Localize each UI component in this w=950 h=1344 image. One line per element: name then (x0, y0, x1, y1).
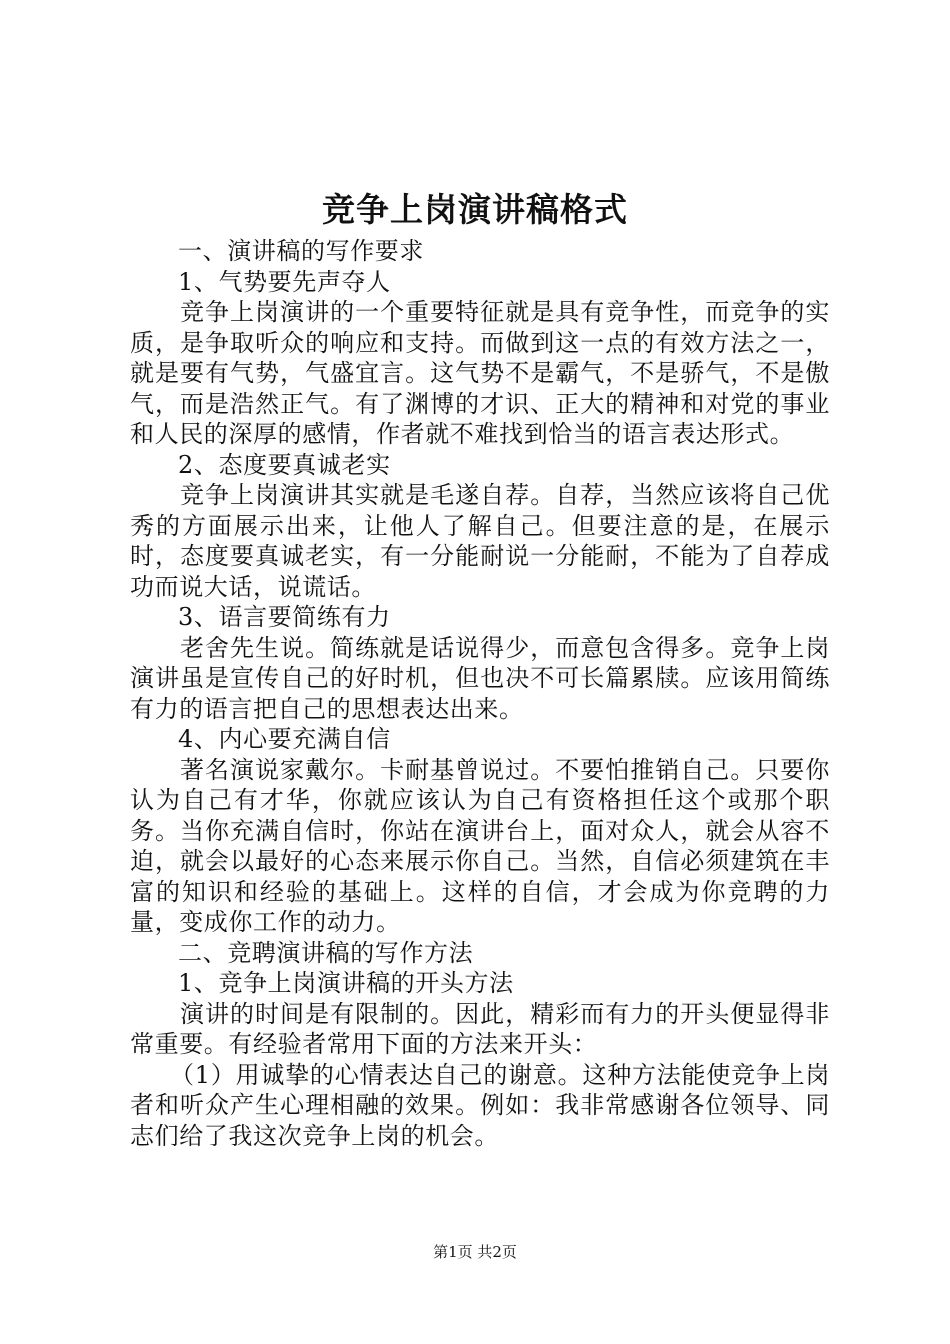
subsection-heading: 2、态度要真诚老实 (178, 450, 391, 479)
body-paragraph: （1）用诚挚的心情表达自己的谢意。这种方法能使竞争上岗者和听众产生心理相融的效果。例如：我非常感谢各位领导、同志们给了我这次竞争上岗的机会。 (130, 1060, 830, 1150)
body-paragraph: 竞争上岗演讲其实就是毛遂自荐。自荐，当然应该将自己优秀的方面展示出来，让他人了解自己。但要注意的是，在展示时，态度要真诚老实，有一分能耐说一分能耐，不能为了自荐成功而说大话，说谎话。 (130, 481, 830, 601)
body-paragraph: 老舍先生说。简练就是话说得少，而意包含得多。竞争上岗演讲虽是宣传自己的好时机，但也决不可长篇累牍。应该用简练有力的语言把自己的思想表达出来。 (130, 633, 830, 723)
section-heading: 二、竞聘演讲稿的写作方法 (178, 938, 474, 967)
subsection-heading: 4、内心要充满自信 (178, 725, 391, 753)
body-paragraph: 著名演说家戴尔。卡耐基曾说过。不要怕推销自己。只要你认为自己有才华，你就应该认为自己有资格担任这个或那个职务。当你充满自信时，你站在演讲台上，面对众人，就会从容不迫，就会以最好的心态来展示你自己。当然，自信必须建筑在丰富的知识和经验的基础上。这样的自信，才会成为你竞聘的力量，变成你工作的动力。 (130, 755, 830, 936)
subsection-heading: 1、气势要先声夺人 (178, 267, 391, 296)
document-body (130, 236, 830, 1151)
page-footer: 第1页 共2页 (433, 1243, 517, 1261)
body-paragraph: 演讲的时间是有限制的。因此，精彩而有力的开头便显得非常重要。有经验者常用下面的方法来开头： (130, 999, 830, 1058)
document-title: 竞争上岗演讲稿格式 (322, 190, 628, 229)
subsection-heading: 1、竞争上岗演讲稿的开头方法 (178, 969, 514, 997)
section-heading: 一、演讲稿的写作要求 (178, 237, 424, 265)
body-paragraph: 竞争上岗演讲的一个重要特征就是具有竞争性，而竞争的实质，是争取听众的响应和支持。而做到这一点的有效方法之一，就是要有气势，气盛宜言。这气势不是霸气，不是骄气，不是傲气，而是浩然正气。有了渊博的才识、正大的精神和对党的事业和人民的深厚的感情，作者就不难找到恰当的语言表达形式。 (130, 298, 830, 448)
subsection-heading: 3、语言要简练有力 (178, 603, 391, 631)
